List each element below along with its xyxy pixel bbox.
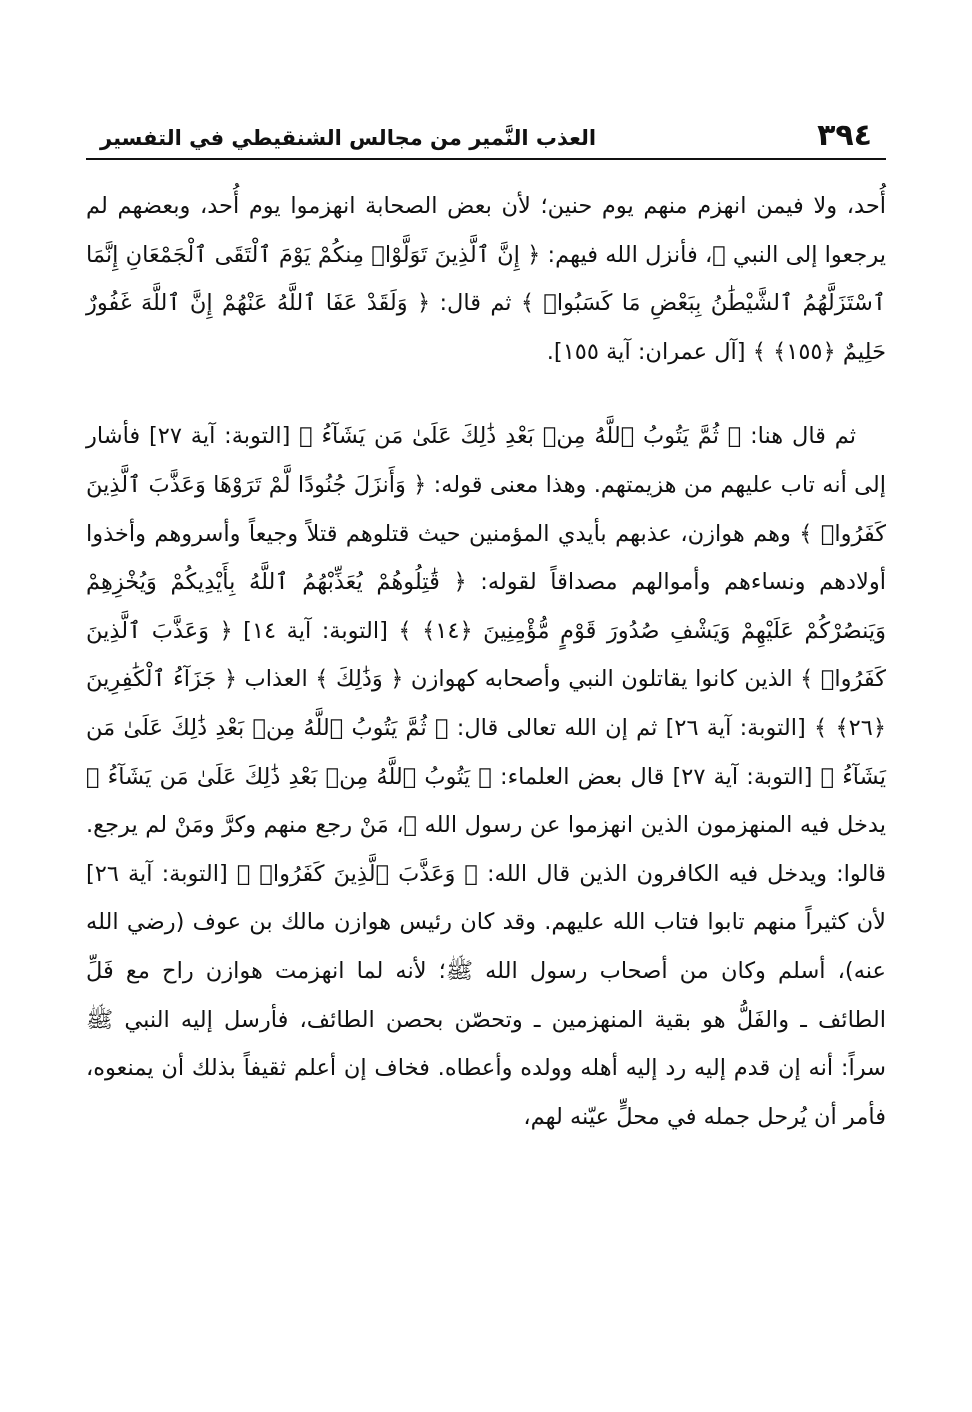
body-text bbox=[86, 182, 886, 1141]
page-header bbox=[86, 110, 886, 160]
page-number: ٣٩٤ bbox=[817, 118, 872, 153]
paragraph: ثم قال هنا: ﴿ ثُمَّ يَتُوبُ ٱللَّهُ مِنۢ بَعْدِ ذَٰلِكَ عَلَىٰ مَن يَشَآءُ ﴾ [التوبة: آية ٢٧] فأشار إلى أنه تاب عليهم من هزيمتهم. وهذا معنى قوله: ﴿ وَأَنزَلَ جُنُودًا لَّمْ تَرَوْهَا وَعَذَّبَ ٱلَّذِينَ كَفَرُوا۟ ﴾ وهم هوازن، عذبهم بأيدي المؤمنين حيث قتلوهم قتلاً وجيعاً وأسروهم وأخذوا أولادهم ونساءهم وأموالهم مصداقاً لقوله: ﴿ قَٰتِلُوهُمْ يُعَذِّبْهُمُ ٱللَّهُ بِأَيْدِيكُمْ وَيُخْزِهِمْ وَيَنصُرْكُمْ عَلَيْهِمْ وَيَشْفِ صُدُورَ قَوْمٍ مُّؤْمِنِينَ ﴿١٤﴾ ﴾ [التوبة: آية ١٤] ﴿ وَعَذَّبَ ٱلَّذِينَ كَفَرُوا۟ ﴾ الذين كانوا يقاتلون النبي وأصحابه كهوازن ﴿ وَذَٰلِكَ ﴾ العذاب ﴿ جَزَآءُ ٱلْكَٰفِرِينَ ﴿٢٦﴾ ﴾ [التوبة: آية ٢٦] ثم إن الله تعالى قال: ﴿ ثُمَّ يَتُوبُ ٱللَّهُ مِنۢ بَعْدِ ذَٰلِكَ عَلَىٰ مَن يَشَآءُ ﴾ [التوبة: آية ٢٧] قال بعض العلماء: ﴿ يَتُوبُ ٱللَّهُ مِنۢ بَعْدِ ذَٰلِكَ عَلَىٰ مَن يَشَآءُ ﴾ يدخل فيه المنهزمون الذين انهزموا عن رسول الله ﷺ، مَنْ رجع منهم وكرَّ ومَنْ لم يرجع. قالوا: ويدخل فيه الكافرون الذين قال الله: ﴿ وَعَذَّبَ ٱلَّذِينَ كَفَرُوا۟ ﴾ [التوبة: آية ٢٦] لأن كثيراً منهم تابوا فتاب الله عليهم. وقد كان رئيس هوازن مالك بن عوف (رضي الله عنه)، أسلم وكان من أصحاب رسول الله ﷺ؛ لأنه لما انهزمت هوازن راح مع فَلِّ الطائف ـ والفَلُّ هو بقية المنهزمين ـ وتحصّن بحصن الطائف، فأرسل إليه النبي ﷺ سراً: أنه إن قدم إليه رد إليه أهله وولده وأعطاه. فخاف إن أعلم ثقيفاً بذلك أن يمنعوه، فأمر أن يُرحل جمله في محلٍّ عيّنه لهم، bbox=[86, 423, 886, 1130]
paragraph: أُحد، ولا فيمن انهزم منهم يوم حنين؛ لأن بعض الصحابة انهزموا يوم أُحد، وبعضهم لم يرجعوا إلى النبي ﷺ، فأنزل الله فيهم: ﴿ إِنَّ ٱلَّذِينَ تَوَلَّوْا۟ مِنكُمْ يَوْمَ ٱلْتَقَى ٱلْجَمْعَانِ إِنَّمَا ٱسْتَزَلَّهُمُ ٱلشَّيْطَٰنُ بِبَعْضِ مَا كَسَبُوا۟ ﴾ ثم قال: ﴿ وَلَقَدْ عَفَا ٱللَّهُ عَنْهُمْ إِنَّ ٱللَّهَ غَفُورٌ حَلِيمٌ ﴿١٥٥﴾ ﴾ [آل عمران: آية ١٥٥]. bbox=[86, 193, 886, 365]
running-title: العذب النَّمير من مجالس الشنقيطي في التفسير bbox=[100, 126, 597, 150]
book-page bbox=[86, 110, 886, 1400]
